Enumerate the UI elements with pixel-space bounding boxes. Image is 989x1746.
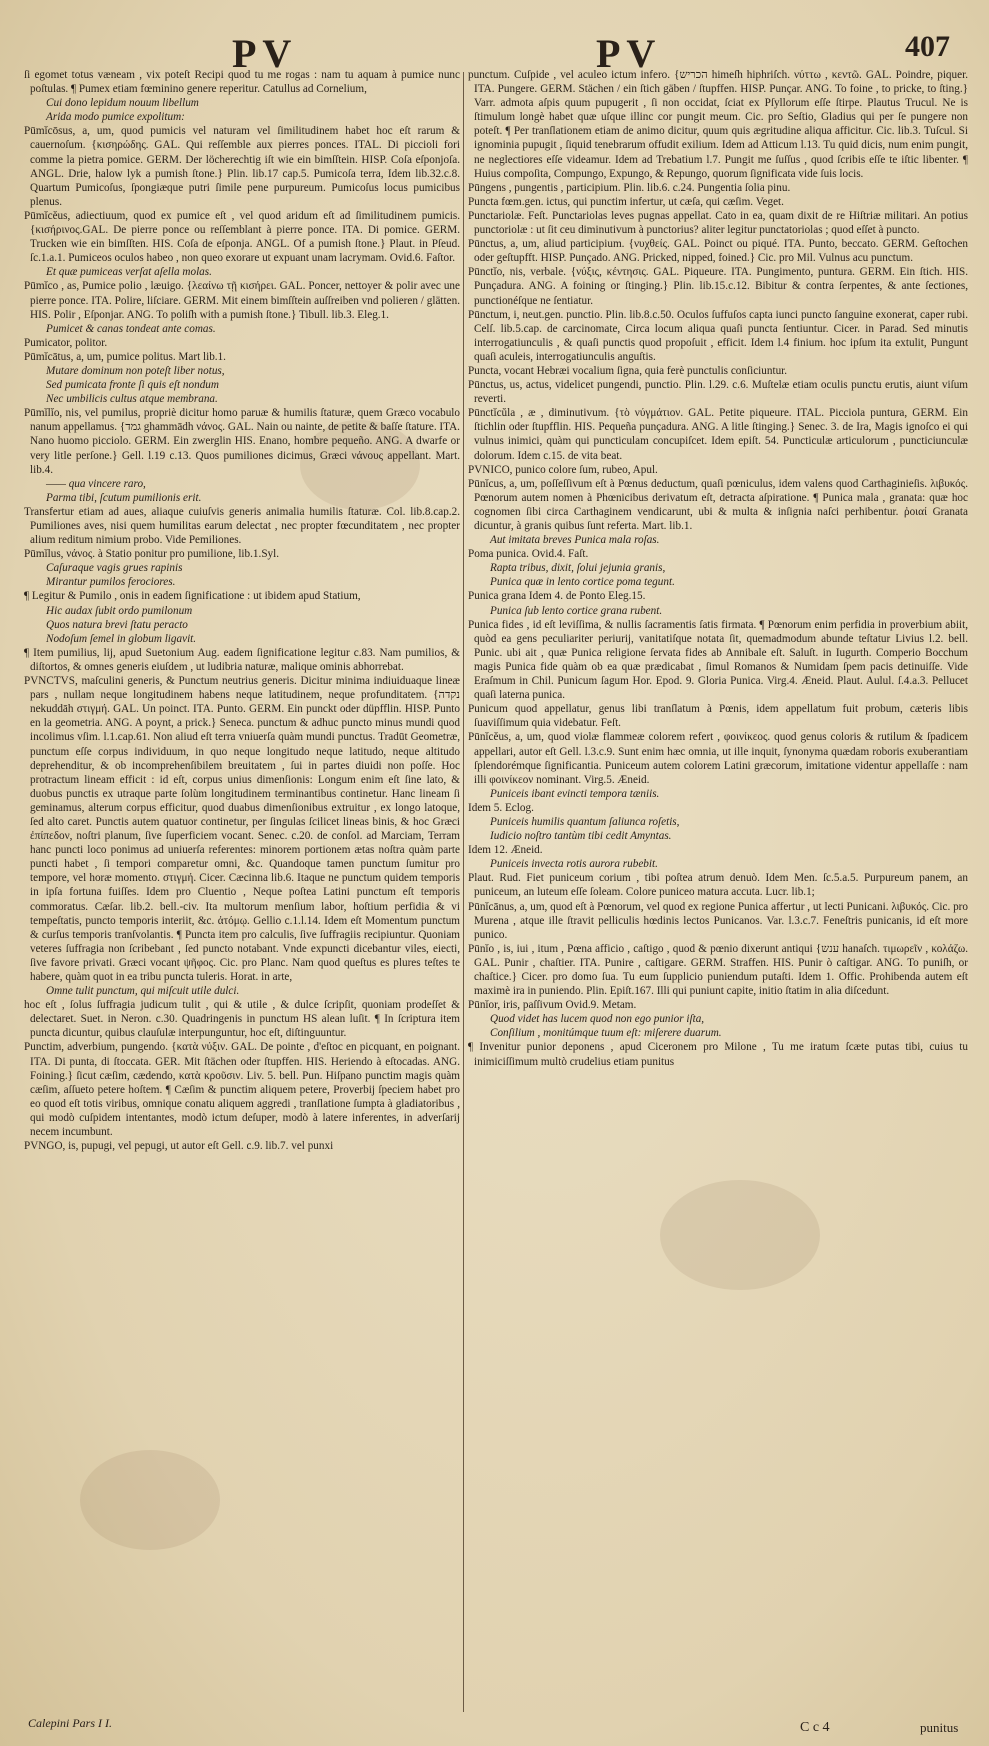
verse-quotation: Iudicio noſtro tantùm tibi cedit Amyntas. bbox=[490, 830, 672, 843]
verse-quotation: Nec umbilicis cultus atque membrana. bbox=[46, 393, 218, 406]
dictionary-entry: Pūmĭcĕus, adiectiuum, quod ex pumice eſt , vel quod aridum eſt ad ſimilitudinem pumicis.{κισήρινος.GAL. De pierre ponce ou reſſemblant à pierre ponce. ITA. Di pomice. GERM. Trucken wie ein bimſſten. HIS. Coſa de eſponja. ANGL. Of a pumish ſtone.} Plaut. in Pſeud. ſc.1.a.1. Pumiceos oculos habeo , non queo exorare ut expuant unam lacrymam. Ovid.6. Faſtor. bbox=[24, 209, 460, 265]
dictionary-entry: Punica fides , id eſt leviſſima, & nullis ſacramentis ſatis firmata. ¶ Pœnorum enim perfidia in proverbium abiit, quòd ea gens peculiariter periurij, vanitatiſque notata ſit, quemadmodum abunde teſtatur Livius l.2. bell. Punic. ubi ait , quæ Punica religione ſervata fides ab Annibale eſt. Saluſt. in Iugurth. Comperio Bocchum magis Punica fide quàm ob ea quæ prædicabat , ſimul Romanos & Numidam ſpem pacis detinuiſſe. Vide Eraſmum in Chil. Punicum ſagum Hor. Epod. 9. Gloria Punica. Virg.4. Æneid. Plaut. Aulul. ſ.4.a.3. Pellucet quaſi laterna punica. bbox=[468, 618, 968, 702]
dictionary-entry: PVNGO, is, pupugi, vel pepugi, ut autor eſt Gell. c.9. lib.7. vel punxi bbox=[24, 1140, 334, 1153]
verse-quotation: Aut imitata breves Punica mala roſas. bbox=[490, 534, 660, 547]
running-header bbox=[0, 22, 989, 76]
dictionary-entry: Punica grana Idem 4. de Ponto Eleg.15. bbox=[468, 590, 646, 603]
dictionary-entry: PVNICO, punico colore ſum, rubeo, Apul. bbox=[468, 463, 658, 476]
dictionary-entry: Pūnĭo , is, iui , itum , Pœna afficio , caſtigo , quod & pœnio dixerunt antiqui {ענש hanaſch. τιμωρεῖν , κολάζω. GAL. Punir , chaſtier. ITA. Punire , caſtigare. GERM. Straffen. HIS. Punir ò caſtigar. ANG. To puniſh, or chaſtice.} Cicer. pro domo ſua. Tu eum ſupplicio puniendum putaſti. Idem 1. Offic. Prohibenda autem eſt maximè ira in puniendo. Plin. Epiſt.167. Illi qui puniunt capite, initio ſtatim in alia diſcedunt. bbox=[468, 942, 968, 998]
verse-quotation: Sed pumicata fronte ſi quis eſt nondum bbox=[46, 379, 219, 392]
left-text-column bbox=[24, 68, 460, 1716]
page-number: 407 bbox=[905, 30, 950, 63]
dictionary-entry: Transfertur etiam ad aues, aliaque cuiuſvis generis animalia humilis ſtaturæ. Col. lib.8.cap.2. Pumiliones aves, nisi quem humilitas earum delectat , nec propter fœcunditatem , nec propter alium reditum nimium probo. Vide Pemiliones. bbox=[24, 505, 460, 547]
dictionary-entry: Puncta fœm.gen. ictus, qui punctim infertur, ut cæſa, qui cæſim. Veget. bbox=[468, 195, 784, 208]
dictionary-entry: Idem 5. Eclog. bbox=[468, 801, 534, 814]
dictionary-entry: Punctim, adverbium, pungendo. {κατὰ νύξιν. GAL. De pointe , d'eſtoc en picquant, en poignant. ITA. Di punta, di ſtoccata. GER. Mit ſtächen oder ſtupffen. HIS. Heriendo à eſtocadas. ANG. Foining.} ſicut cæſim, cædendo, κατὰ κροῦσιν. Liv. 5. bell. Pun. Hiſpano punctim magis quàm cæſim, aſſueto petere hoſtem. ¶ Cæſim & punctim aliquem petere, Proverbij ſpeciem habet pro eo quod eſt totis viribus, omnique conatu aliquem aggredi , tranſlatione ſumpta à gladiatoribus , qui modò cuſpidem intentantes, modò ictum deſuper, modò à latere inferentes, in adverſarij necem incumbunt. bbox=[24, 1041, 460, 1139]
verse-quotation: Puniceis ibant evincti tempora tæniis. bbox=[490, 787, 660, 800]
verse-quotation: Punica quæ in lento cortice poma tegunt. bbox=[490, 576, 675, 589]
dictionary-entry: Pūnctus, a, um, aliud participium. {νυχθείς. GAL. Poinct ou piqué. ITA. Punto, beccato. GERM. Geſtochen oder geſtupfft. HISP. Punçado. ANG. Pricked, nipped, foined.} Cic. pro Mil. Vulnus acu punctum. bbox=[468, 238, 968, 265]
dictionary-entry: Pūnctĭo, nis, verbale. {νύξις, κέντησις. GAL. Piqueure. ITA. Pungimento, puntura. GERM. Ein ſtich. HIS. Punçadura. ANG. A foining or ſtinging.} Plin. lib.15.c.12. Bibitur & contra ſerpentes, & ante ſectiones, punctionéſque ne ſentiatur. bbox=[468, 266, 968, 307]
verse-quotation: Conſilium , monitúmque tuum eſt: miſerere duarum. bbox=[490, 1027, 722, 1040]
verse-quotation: Omne tulit punctum, qui miſcuit utile dulci. bbox=[46, 985, 240, 998]
column-divider bbox=[463, 72, 464, 1712]
verse-quotation: Puniceis invecta rotis aurora rubebit. bbox=[490, 858, 658, 871]
verse-quotation: Cui dono lepidum nouum libellum bbox=[46, 97, 199, 110]
verse-quotation: Rapta tribus, dixit, ſolui jejunia granis, bbox=[490, 562, 666, 575]
dictionary-entry: Pūnĭcānus, a, um, quod eſt à Pœnorum, vel quod ex regione Punica affertur , ut lecti Punicani. λιβυκός. Cic. pro Murena , atque ille ſtravit pelliculis hœdinis lectos Punicanos. Var. l.3.c.7. Feneſtris punicanis, id eſt more punico. bbox=[468, 900, 968, 941]
dictionary-entry: Pūmĭcōsus, a, um, quod pumicis vel naturam vel ſimilitudinem habet hoc eſt rarum & cauernoſum. {κισηρώδης. GAL. Qui reſſemble aux pierres ponces. ITAL. Di piccioli fori comme la pietra pomice. GERM. Der löcherechtig iſt wie ein bimſſtein. HISP. Coſa eſponjoſa. ANGL. Drie, halow lyk a pumish ſtone.} Plin. lib.17 cap.5. Pumicoſa terra, Idem lib.32.c.8. Quartum Pumicoſus, ſpongiæque putri ſimile pene purpureum. Pumicoſus locus pumicibus plenus. bbox=[24, 125, 460, 208]
right-text-column bbox=[468, 68, 968, 1716]
dictionary-entry: ¶ Legitur & Pumilo , onis in eadem ſignificatione : ut ibidem apud Statium, bbox=[24, 590, 361, 603]
dictionary-entry: ſi egomet totus væneam , vix poteſt Recipi quod tu me rogas : nam tu aquam à pumice nunc poſtulas. ¶ Pumex etiam fœminino genere reperitur. Catullus ad Cornelium, bbox=[24, 69, 460, 96]
verse-quotation: Mutare dominum non poteſt liber notus, bbox=[46, 364, 225, 377]
signature-mark: C c 4 bbox=[800, 1720, 830, 1735]
dictionary-entry: Pūnĭcus, a, um, poſſeſſivum eſt à Pœnus deductum, quaſi pœniculus, idem valens quod Carthaginieſis. λιβυκός. Pœnorum autem nomen à Phœnicibus derivatum eſt, detracta aſpiratione. ¶ Punica mala , granata: quæ hoc cognomen ſibi circa Carthaginem vendicarunt, ubi & multa & inſignia naſci perhibentur. ῥοιαί Granata dicuntur, à granis quibus ſunt referta. Mart. lib.1. bbox=[468, 477, 968, 532]
left-running-title: PV bbox=[232, 31, 298, 76]
verse-quotation: Hic audax ſubit ordo pumilonum bbox=[46, 604, 193, 617]
dictionary-entry: ¶ Item pumilius, lij, apud Suetonium Aug. eadem ſignificatione legitur c.83. Nam pumilios, & diſtortos, & omnes generis eiuſdem , ut ludibria naturæ, malique ominis abhorrebat. bbox=[24, 646, 460, 673]
page-footer bbox=[0, 1716, 989, 1742]
dictionary-entry: Poma punica. Ovid.4. Faſt. bbox=[468, 548, 589, 561]
verse-quotation: Mirantur pumilos ferociores. bbox=[46, 576, 176, 589]
right-running-title: PV bbox=[596, 31, 662, 76]
dictionary-entry: Pūngens , pungentis , participium. Plin. lib.6. c.24. Pungentia ſolia pinu. bbox=[468, 181, 791, 194]
verse-quotation: Puniceis humilis quantum ſaliunca roſetis, bbox=[490, 815, 680, 828]
verse-quotation: Pumicet & canas tondeat ante comas. bbox=[46, 322, 216, 335]
dictionary-entry: Pūnctum, i, neut.gen. punctio. Plin. lib.8.c.50. Oculos ſuffuſos capta iunci puncto ſanguine exonerat, caper rubi. Celſ. lib.5.cap. de carcinomate, Circa locum aliqua quaſi puncta ſentiuntur. Cicer. in Parad. Sed minutis interrogatiunculis , & quaſi punctis quod propoſuit , efficit. Idem l.4 finium. hoc ipſum ita extulit, Pungunt quaſi aculeis, interrogatiunculis anguſtis. bbox=[468, 308, 968, 363]
dictionary-entry: Puncta, vocant Hebræi vocalium ſigna, quia ferè punctulis conſiciuntur. bbox=[468, 364, 788, 377]
dictionary-entry: hoc eſt , ſolus ſuffragia judicum tulit , qui & utile , & dulce ſcripſit, quoniam prodeſſet & delectaret. Suet. in Neron. c.30. Quadringenis in punctum HS alean luſit. ¶ In ſcriptura item puncta dicuntur, quibus clauſulæ interpunguntur, hoc eſt, diſtinguuntur. bbox=[24, 999, 460, 1040]
dictionary-entry: Pūnctĭcŭla , æ , diminutivum. {τὸ νύγμάτιον. GAL. Petite piqueure. ITAL. Picciola puntura, GERM. Ein ſtichlin oder ſtupfflin. HIS. Pequeña punçadura. ANG. A litle ſtinging.} Senec. 3. de Ira, Magis ignoſco ei qui vulnus inimici, quàm qui puncticulam concupiſcet. Idem epiſt. 54. Puncticulæ articulorum , puncticiunculæ dolorum. Idem c.15. de vita beat. bbox=[468, 407, 968, 462]
verse-quotation: Nodoſum ſemel in globum ligavit. bbox=[46, 632, 197, 645]
dictionary-entry: Punctariolæ. Feſt. Punctariolas leves pugnas appellat. Cato in ea, quam dixit de re Hiſtriæ militari. An potius punctoriolæ : ut ſit ceu diminutivum à punctorius? aliter legitur punctatoriolas ; quod eſſet à puncto. bbox=[468, 209, 968, 237]
verse-quotation: Quos natura brevi ſtatu peracto bbox=[46, 618, 188, 631]
dictionary-entry: Pūnĭor, iris, paſſivum Ovid.9. Metam. bbox=[468, 999, 637, 1012]
dictionary-entry: ¶ Invenitur punior deponens , apud Ciceronem pro Milone , Tu me iratum ſcæte putas tibi, cuius tu inimiciſſimum multò crudelius etiam punitus bbox=[468, 1041, 968, 1068]
dictionary-entry: Pūnctus, us, actus, videlicet pungendi, punctio. Plin. l.29. c.6. Muſtelæ etiam oculis punctu erutis, aiunt viſum reverti. bbox=[468, 379, 968, 406]
dictionary-entry: PVNCTVS, maſculini generis, & Punctum neutrius generis. Dicitur minima indiuiduaque lineæ pars , nullam neque longitudinem habens neque latitudinem, neque profunditatem. {נקדה nekuddāh στιγμή. GAL. Un poinct. ITA. Punto. GERM. Ein punckt oder düpfflin. HISP. Punto en la geometria. ANG. A poynt, a prick.} Seneca. punctum & adhuc puncto minus mundi quod incolimus vſim. l.1.cap.61. Non aliud eſt terra vniuerſa quàm mundi punctus. Tradūt Geometræ, punctum eſſe corpus individuum, in quo neque longitudo neque latitudo, neque altitudo deprehenditur, & ob incomprehenſibilem breuitatem , ſui in partes diuidi non poſſe. Hoc protractum lineam efficit : id eſt, corpus unius dimenſionis: Longum enim eſt ſine lato, & duobus punctis ex utraque parte ſolùm longitudinem terminantibus continetur. Hanc lineam ſi geminamus, alterum corpus efficitur, quod duabus dimenſionibus extruitur , ex longo latoque, ſed alto caret. Punctis autem quatuor continetur, per ſingulas ſcilicet lineas binis, & hoc Græci ἐπίπεδον, noſtri planum, ſive ſuperficiem vocant. Senec. c.20. de conſol. ad Marciam, Terram hanc puncti loco ponimus ad uniuerſa referentes: minorem portionem ætas noſtra quàm parte puncti habet , ſi tempori comparetur omni, &c. Quandoque tamen punctum ſumitur pro tempore, vel horæ momento. στιγμή. Cicer. Cæcinna lib.6. Itaque ne punctum quidem temporis in ipſa fortuna fuiſſes. Idem pro Cluentio , Neque poſtea Latini punctum eſt temporis commoratus. Cæſar. lib.2. bell.-civ. Ita multorum menſium labor, hoſtium perfidia & vi tempeſtatis, puncto temporis interiit, &c. ἀτόμῳ. Gellio c.1.l.14. Idem eſt Momentum punctum & curſus temporis tranſvolantis. ¶ Puncta item pro calculis, ſive ſuffragiis recipiuntur. Quoniam veteres ſuffragia non ſcribebant , ſed puncto notabant. Vnde expuncti dicebantur viles, eiecti, ſive favore privati. Græci vocant ψῆφος. Cic. pro Planc. Nam quod queſtus es plures teſtes te habere, quàm quot in ea tribu puncta tuleris. Horat. in arte, bbox=[24, 675, 460, 983]
verse-quotation: Quod videt has lucem quod non ego punior iſta, bbox=[490, 1013, 705, 1026]
verse-quotation: Punica ſub lento cortice grana rubent. bbox=[490, 604, 663, 617]
dictionary-entry: Pūmĭlĭo, nis, vel pumilus, propriè dicitur homo paruæ & humilis ſtaturæ, quem Græco vocabulo nanum appellamus. {גמד ghammādh νάνος. GAL. Nain ou nainte, de petite & baſſe ſtature. ITA. Nano huomo picciolo. GERM. Ein zwerglin HIS. Enano, hombre pequeño. ANG. A dwarfe or very litle perſone.} Gell. l.19 c.13. Quos pumiliones dicimus, Græci νάνους appellant. Mart. lib.4. bbox=[24, 407, 460, 476]
verse-quotation: Parma tibi, ſcutum pumilionis erit. bbox=[46, 491, 202, 504]
dictionary-entry: punctum. Cuſpide , vel aculeo ictum infero. {הכריש himeſh hiphriſch. νύττω , κεντῶ. GAL. Poindre, piquer. ITA. Pungere. GERM. Stächen / ein ſtich gäben / ſtupffen. HISP. Punçar. ANG. To foine , to pricke, to ſting.} Varr. admota aſpis quum pupugerit , ſi non occidat, ſciat ex Pſyllorum eſſe ſtirpe. Plautus Trucul. Ne is ſtimulum longè habet quæ uſque illinc cor pungit meum. Cic. pro Seſtio, Gladius qui per ſe pungere non poteſt. ¶ Per tranſlationem etiam de animo dicitur, quum quis ægritudine aliqua afficitur. Cic. lib.3. Tuſcul. Si ignominia pupugit , ſiquid tenebrarum offudit exilium. Idem ad Atticum l.13. Tu quid dicis, num enim pungit, ne neglectiores eſſe videamur. Idem ad Trebatium l.7. Pungit me ſuſſus , quod ſcribis eſſe te iſtic libenter. ¶ Huius compoſita, Compungo, Expungo, & Repungo, quorum ſignificata vide ſuis locis. bbox=[468, 69, 968, 180]
dictionary-entry: Pūmĭcātus, a, um, pumice politus. Mart lib.1. bbox=[24, 350, 226, 363]
verse-quotation: Arida modo pumice expolitum: bbox=[46, 111, 185, 124]
verse-quotation: Caſuraque vagis grues rapinis bbox=[46, 562, 183, 575]
dictionary-entry: Pumicator, politor. bbox=[24, 336, 108, 349]
dictionary-entry: Idem 12. Æneid. bbox=[468, 844, 543, 857]
dictionary-entry: Pūmĭco , as, Pumice polio , læuigo. {λεαίνω τῇ κισήρει. GAL. Poncer, nettoyer & polir avec une pierre ponce. ITA. Polire, liſciare. GERM. Mit einem bimſſtein auſſreiben vnd polieren / glätten. HIS. Polir , Eſponjar. ANG. To poliſh with a pumish ſtone.} Tibull. lib.3. Eleg.1. bbox=[24, 280, 460, 321]
dictionary-entry: Punicum quod appellatur, genus libi tranſlatum à Pœnis, idem appellatum fuit probum, cæteris libis ſuaviſſimum quia videbatur. Feſt. bbox=[468, 703, 968, 730]
dictionary-entry: Plaut. Rud. Fiet puniceum corium , tibi poſtea atrum denuò. Idem Men. ſc.5.a.5. Purpureum panem, an puniceum, an luteum eſſe ſoleam. Colore puniceo matura accuta. Lucr. lib.1; bbox=[468, 872, 968, 899]
dictionary-entry: Pūmĭlus, νάνος. à Statio ponitur pro pumilione, lib.1.Syl. bbox=[24, 548, 280, 561]
catchword: punitus bbox=[920, 1720, 959, 1735]
dictionary-entry: Pūnĭcĕus, a, um, quod violæ flammeæ colorem refert , φοινίκεος. quod genus coloris & rutilum & ſpadicem appellari, autor eſt Gell. l.3.c.9. Sunt enim hæc omnia, ut ille inquit, ſynonyma quædam roboris exuberantiam ſplendorémque ſignificantia. Puniceum autem colorem Latini græcorum, imitatione videntur appellaſſe : nam illi φοινίκεον nominant. Virg.5. Æneid. bbox=[468, 731, 968, 786]
verse-quotation: —— qua vincere raro, bbox=[46, 477, 146, 490]
verse-quotation: Et quæ pumiceas verſat aſella molas. bbox=[46, 266, 212, 279]
signature-left: Calepini Pars I I. bbox=[28, 1716, 112, 1730]
